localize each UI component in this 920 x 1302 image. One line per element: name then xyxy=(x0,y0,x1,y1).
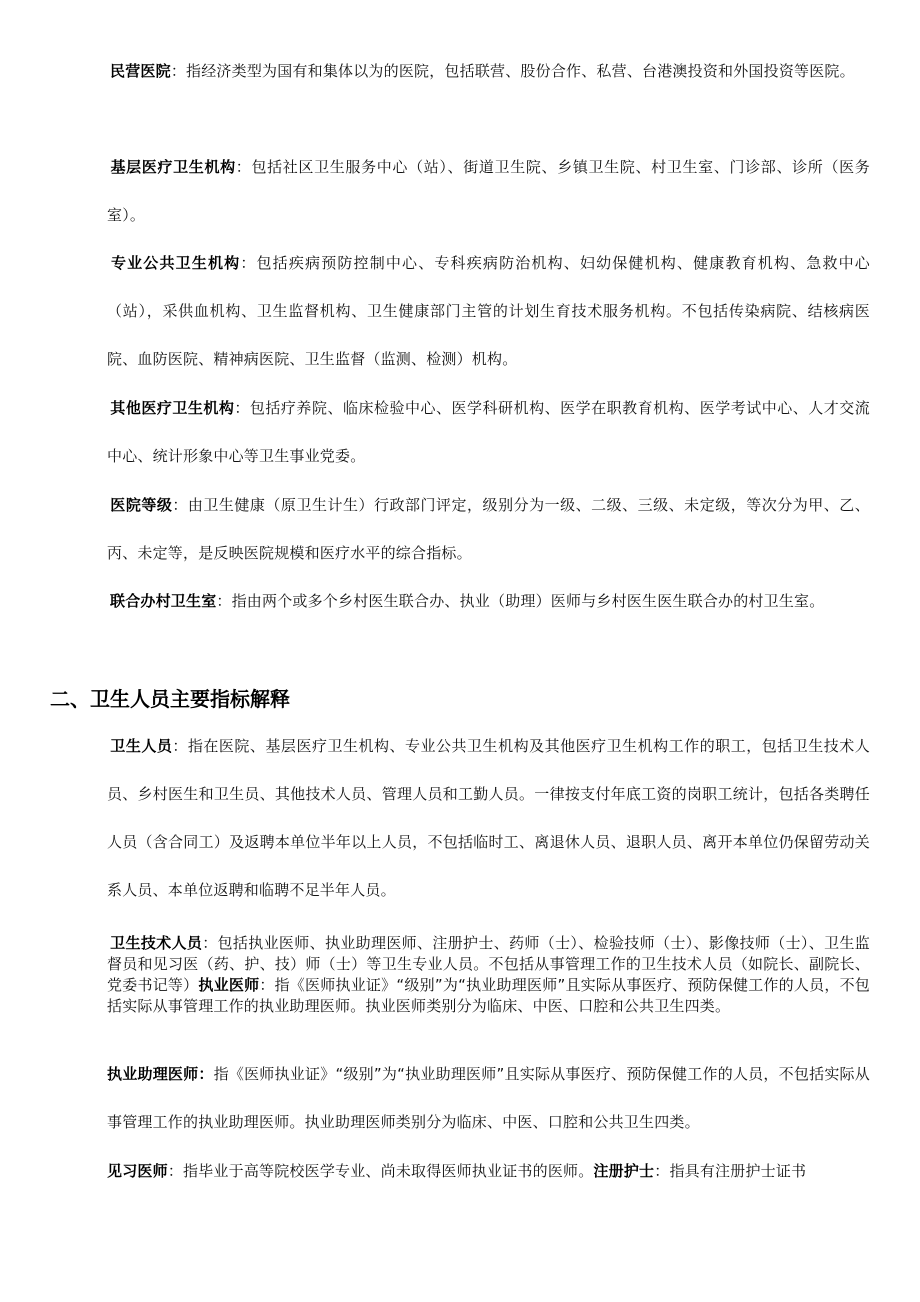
definition-health-staff xyxy=(107,722,870,914)
definition-text: 指《医师执业证》“级别”为“执业助理医师”且实际从事医疗、预防保健工作的人员，不包括实际从事管理工作的执业助理医师。执业助理医师类别分为临床、中医、口腔和公共卫生四类。 xyxy=(107,1065,870,1131)
term-separator: ： xyxy=(654,1162,670,1180)
definition-text: 包括社区卫生服务中心（站）、街道卫生院、乡镇卫生院、村卫生室、门诊部、诊所（医务室）。 xyxy=(107,158,870,224)
term-label-licensed-physician: 执业医师 xyxy=(198,976,260,994)
definition-text: 包括执业医师、执业助理医师、注册护士、药师（士）、检验技师（士）、影像技师（士）、卫生监督员和见习医（药、护、技）师（士）等卫生专业人员。不包括从事管理工作的卫生技术人员（如院长、副院长、党委书记等） xyxy=(107,934,870,994)
definition-public-health xyxy=(107,239,870,383)
term-label: 其他医疗卫生机构 xyxy=(110,399,235,417)
term-separator: ： xyxy=(167,1162,184,1180)
term-separator: ： xyxy=(234,399,250,417)
term-separator: ： xyxy=(172,496,188,514)
definition-text: 包括疾病预防控制中心、专科疾病防治机构、妇幼保健机构、健康教育机构、急救中心（站），采供血机构、卫生监督机构、卫生健康部门主管的计划生育技术服务机构。不包括传染病院、结核病医院、血防医院、精神病医院、卫生监督（监测、检测）机构。 xyxy=(107,254,871,368)
definition-text: 指毕业于高等院校医学专业、尚未取得医师执业证书的医师。 xyxy=(183,1162,594,1180)
term-label: 卫生人员 xyxy=(110,737,173,755)
term-separator: ： xyxy=(202,934,218,952)
term-label: 医院等级 xyxy=(110,496,173,514)
term-separator: ： xyxy=(172,737,188,755)
definition-text: 指经济类型为国有和集体以为的医院，包括联营、股份合作、私营、台港澳投资和外国投资等医院。 xyxy=(186,62,855,80)
term-label-registered-nurse: 注册护士 xyxy=(593,1162,655,1180)
definition-text: 指由两个或多个乡村医生联合办、执业（助理）医师与乡村医生医生联合办的村卫生室。 xyxy=(231,592,825,610)
definition-assistant-physician xyxy=(107,1050,870,1146)
definition-text: 包括疗养院、临床检验中心、医学科研机构、医学在职教育机构、医学考试中心、人才交流中心、统计形象中心等卫生事业党委。 xyxy=(107,399,870,465)
term-label: 卫生技术人员 xyxy=(110,934,203,952)
term-label: 民营医院 xyxy=(110,62,171,80)
definition-text: 指在医院、基层医疗卫生机构、专业公共卫生机构及其他医疗卫生机构工作的职工，包括卫生技术人员、乡村医生和卫生员、其他技术人员、管理人员和工勤人员。一律按支付年底工资的岗职工统计，包括各类聘任人员（含合同工）及返聘本单位半年以上人员，不包括临时工、离退休人员、退职人员、离开本单位仍保留劳动关系人员、本单位返聘和临聘不足半年人员。 xyxy=(107,737,870,899)
definition-hospital-grade xyxy=(107,481,870,577)
definition-intern-physician xyxy=(107,1147,870,1195)
definition-text: 指具有注册护士证书 xyxy=(669,1162,807,1180)
term-separator: ： xyxy=(240,254,257,272)
definition-other-institutions xyxy=(107,384,870,480)
term-separator: ： xyxy=(259,976,275,994)
definition-text: 由卫生健康（原卫生计生）行政部门评定，级别分为一级、二级、三级、未定级，等次分为甲、乙、丙、未定等，是反映医院规模和医疗水平的综合指标。 xyxy=(107,496,870,562)
definition-primary-care xyxy=(107,143,870,239)
term-separator: ： xyxy=(216,592,232,610)
term-label: 执业助理医师： xyxy=(107,1065,214,1083)
definition-joint-clinic xyxy=(107,577,870,625)
section-heading: 二、卫生人员主要指标解释 xyxy=(50,687,290,711)
term-separator: ： xyxy=(170,62,187,80)
definition-text: 指《医师执业证》“级别”为“执业助理医师”且实际从事医疗、预防保健工作的人员，不包括实际从事管理工作的执业助理医师。执业医师类别分为临床、中医、口腔和公共卫生四类。 xyxy=(107,976,870,1015)
definition-technical-staff xyxy=(107,933,870,1017)
term-label: 联合办村卫生室 xyxy=(110,592,217,610)
term-label: 基层医疗卫生机构 xyxy=(110,158,236,176)
term-label: 专业公共卫生机构 xyxy=(110,254,241,272)
definition-private-hospital xyxy=(107,47,870,95)
term-separator: ： xyxy=(235,158,252,176)
term-label: 见习医师 xyxy=(107,1162,168,1180)
